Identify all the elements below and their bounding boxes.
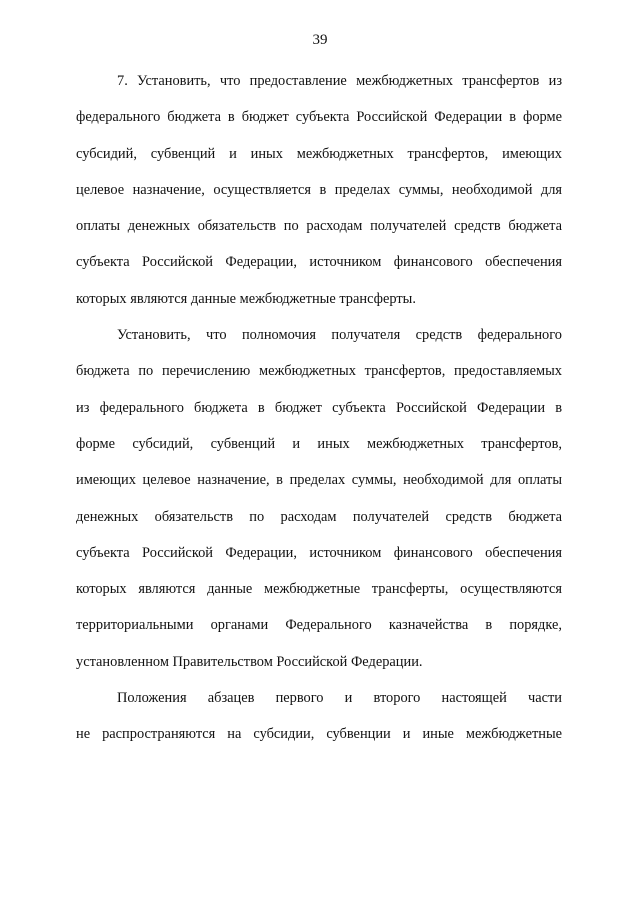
text-line: Положения абзацев первого и второго настоящей части xyxy=(117,690,562,707)
body-text xyxy=(76,63,562,753)
paragraph-3 xyxy=(76,680,562,753)
text-line: субсидий, субвенций и иных межбюджетных трансфертов, имеющих xyxy=(76,145,562,162)
text-line: установленном Правительством Российской Федерации. xyxy=(76,653,423,670)
text-line: которых являются данные межбюджетные трансферты, осуществляются xyxy=(76,581,562,598)
paragraph-2 xyxy=(76,317,562,680)
text-line: федерального бюджета в бюджет субъекта Российской Федерации в форме xyxy=(76,109,562,126)
text-line: из федерального бюджета в бюджет субъекта Российской Федерации в xyxy=(76,399,562,416)
paragraph-1 xyxy=(76,63,562,317)
text-line: Установить, что полномочия получателя средств федерального xyxy=(117,327,562,344)
text-line: имеющих целевое назначение, в пределах суммы, необходимой для оплаты xyxy=(76,472,562,489)
page-number: 39 xyxy=(312,32,328,48)
text-line: территориальными органами Федерального казначейства в порядке, xyxy=(76,617,562,634)
text-line: 7. Установить, что предоставление межбюджетных трансфертов из xyxy=(117,73,562,89)
text-line: субъекта Российской Федерации, источником финансового обеспечения xyxy=(76,254,562,271)
text-line: бюджета по перечислению межбюджетных трансфертов, предоставляемых xyxy=(76,363,562,380)
text-line: оплаты денежных обязательств по расходам получателей средств бюджета xyxy=(76,218,562,235)
text-line: денежных обязательств по расходам получателей средств бюджета xyxy=(76,508,562,525)
text-line: целевое назначение, осуществляется в пределах суммы, необходимой для xyxy=(76,181,562,198)
text-line: которых являются данные межбюджетные трансферты. xyxy=(76,290,416,307)
text-line: не распространяются на субсидии, субвенции и иные межбюджетные xyxy=(76,726,562,743)
text-line: субъекта Российской Федерации, источником финансового обеспечения xyxy=(76,544,562,561)
text-line: форме субсидий, субвенций и иных межбюджетных трансфертов, xyxy=(76,435,562,452)
